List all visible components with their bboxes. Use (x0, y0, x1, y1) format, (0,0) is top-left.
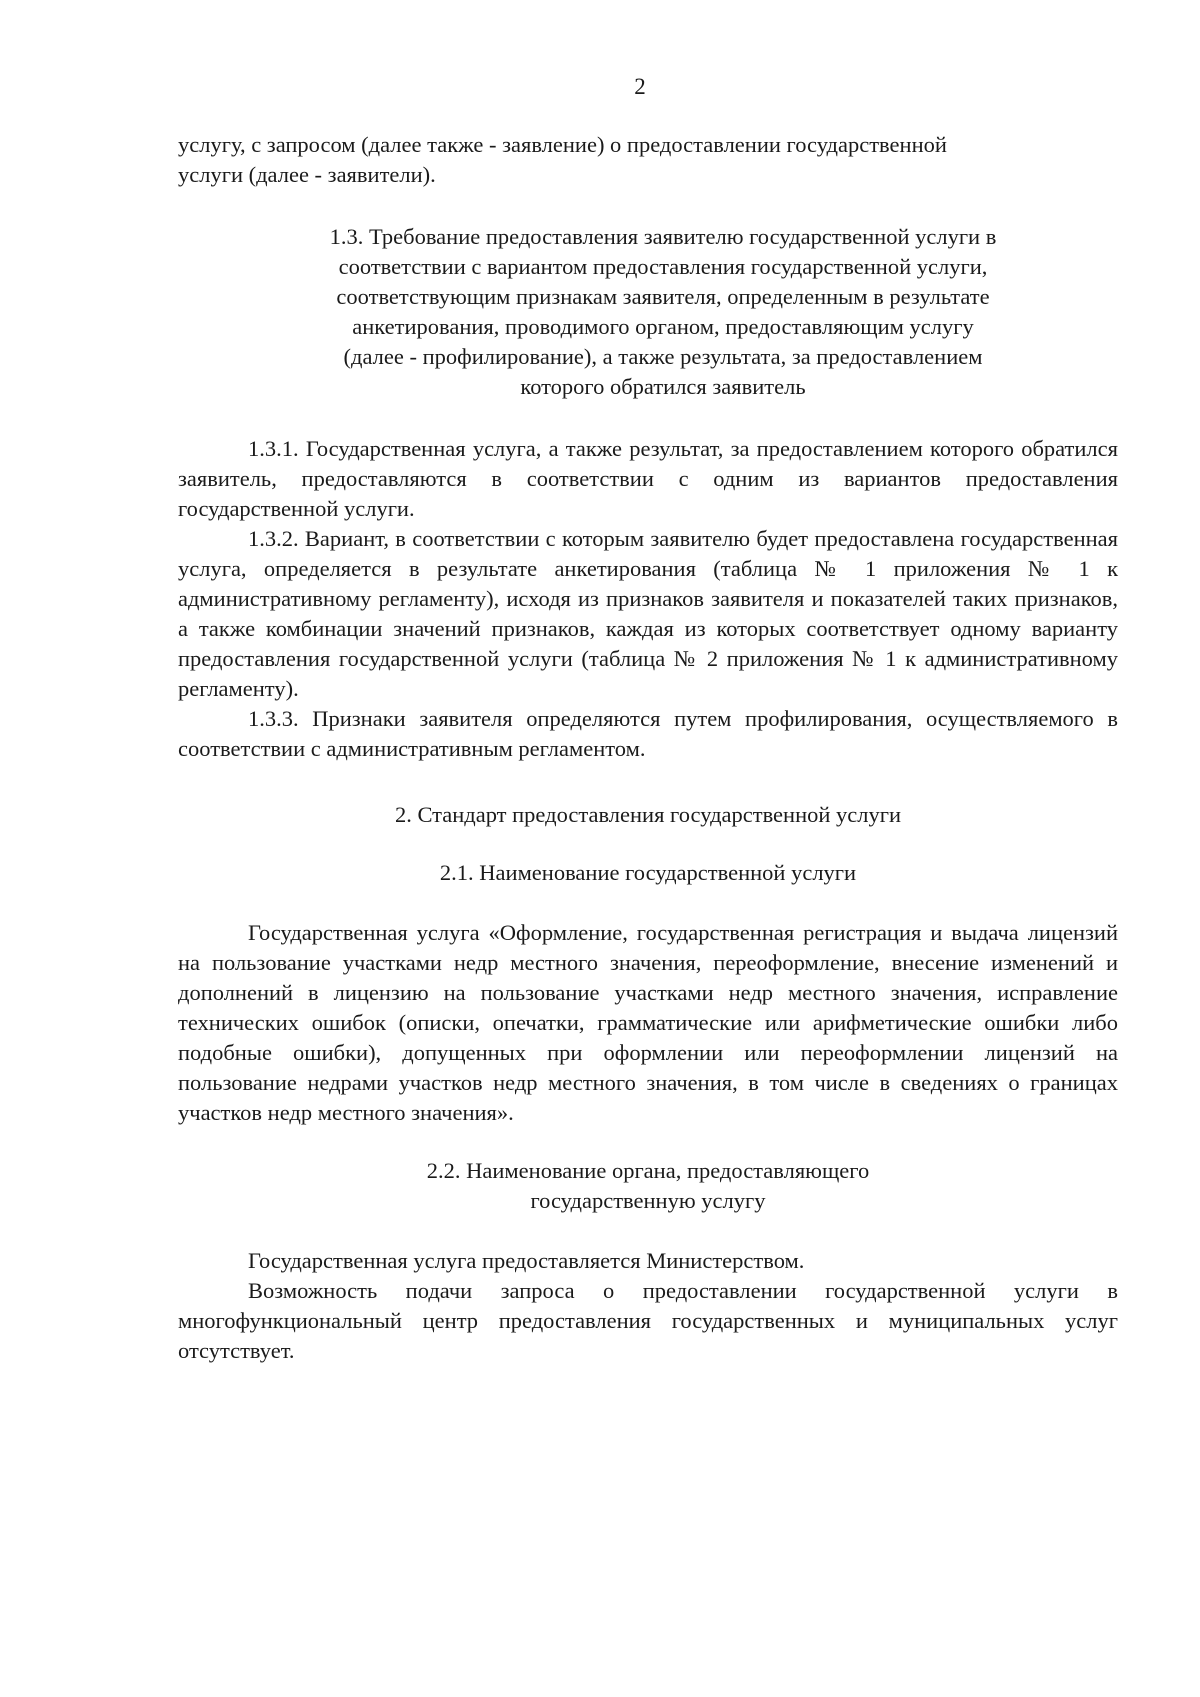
heading-line: которого обратился заявитель (520, 374, 806, 399)
intro-line: услуги (далее - заявители). (178, 162, 436, 187)
paragraph-1-3-2: 1.3.2. Вариант, в соответствии с которым заявителю будет предоставлена государственная услуга, определяется в результате анкетирования (таблица № 1 приложения № 1 к административному регламенту), исходя из признаков заявителя и показателей таких признаков, а также комбинации значений признаков, каждая из которых соответствует одному варианту предоставления государственной услуги (таблица № 2 приложения № 1 к административному регламенту). (178, 526, 1118, 701)
heading-line: (далее - профилирование), а также результата, за предоставлением (343, 344, 983, 369)
heading-1-3 (223, 222, 1073, 402)
heading-line: соответствии с вариантом предоставления государственной услуги, (338, 254, 988, 279)
paragraph-2-2-b: Возможность подачи запроса о предоставлении государственной услуги в многофункциональный центр предоставления государственных и муниципальных услуг отсутствует. (178, 1278, 1118, 1363)
intro-line: услугу, с запросом (далее также - заявление) о предоставлении государственной (178, 132, 947, 157)
heading-line: анкетирования, проводимого органом, предоставляющим услугу (352, 314, 974, 339)
intro-paragraph (178, 130, 1118, 190)
section-2-2-title (178, 1156, 1118, 1216)
heading-line: соответствующим признакам заявителя, определенным в результате (336, 284, 990, 309)
section-2-2-title-line: государственную услугу (530, 1188, 766, 1213)
document-body (178, 130, 1118, 1366)
section-2-title: 2. Стандарт предоставления государственной услуги (394, 802, 902, 827)
heading-line: 1.3. Требование предоставления заявителю государственной услуги в (329, 224, 997, 249)
paragraph-1-3-1: 1.3.1. Государственная услуга, а также результат, за предоставлением которого обратился заявитель, предоставляются в соответствии с одним из вариантов предоставления государственной услуги. (178, 436, 1118, 521)
page-number: 2 (634, 74, 646, 99)
paragraph-1-3-3: 1.3.3. Признаки заявителя определяются путем профилирования, осуществляемого в соответствии с административным регламентом. (178, 706, 1118, 761)
section-2-1-title: 2.1. Наименование государственной услуги (439, 860, 857, 885)
paragraph-2-1: Государственная услуга «Оформление, государственная регистрация и выдача лицензий на пользование участками недр местного значения, переоформление, внесение изменений и дополнений в лицензию на пользование участками недр местного значения, исправление технических ошибок (описки, опечатки, грамматические или арифметические ошибки либо подобные ошибки), допущенных при оформлении или переоформлении лицензий на пользование недрами участков недр местного значения, в том числе в сведениях о границах участков недр местного значения». (178, 920, 1118, 1125)
section-2-2-title-line: 2.2. Наименование органа, предоставляющего (426, 1158, 870, 1183)
paragraph-2-2-a: Государственная услуга предоставляется Министерством. (248, 1248, 805, 1273)
